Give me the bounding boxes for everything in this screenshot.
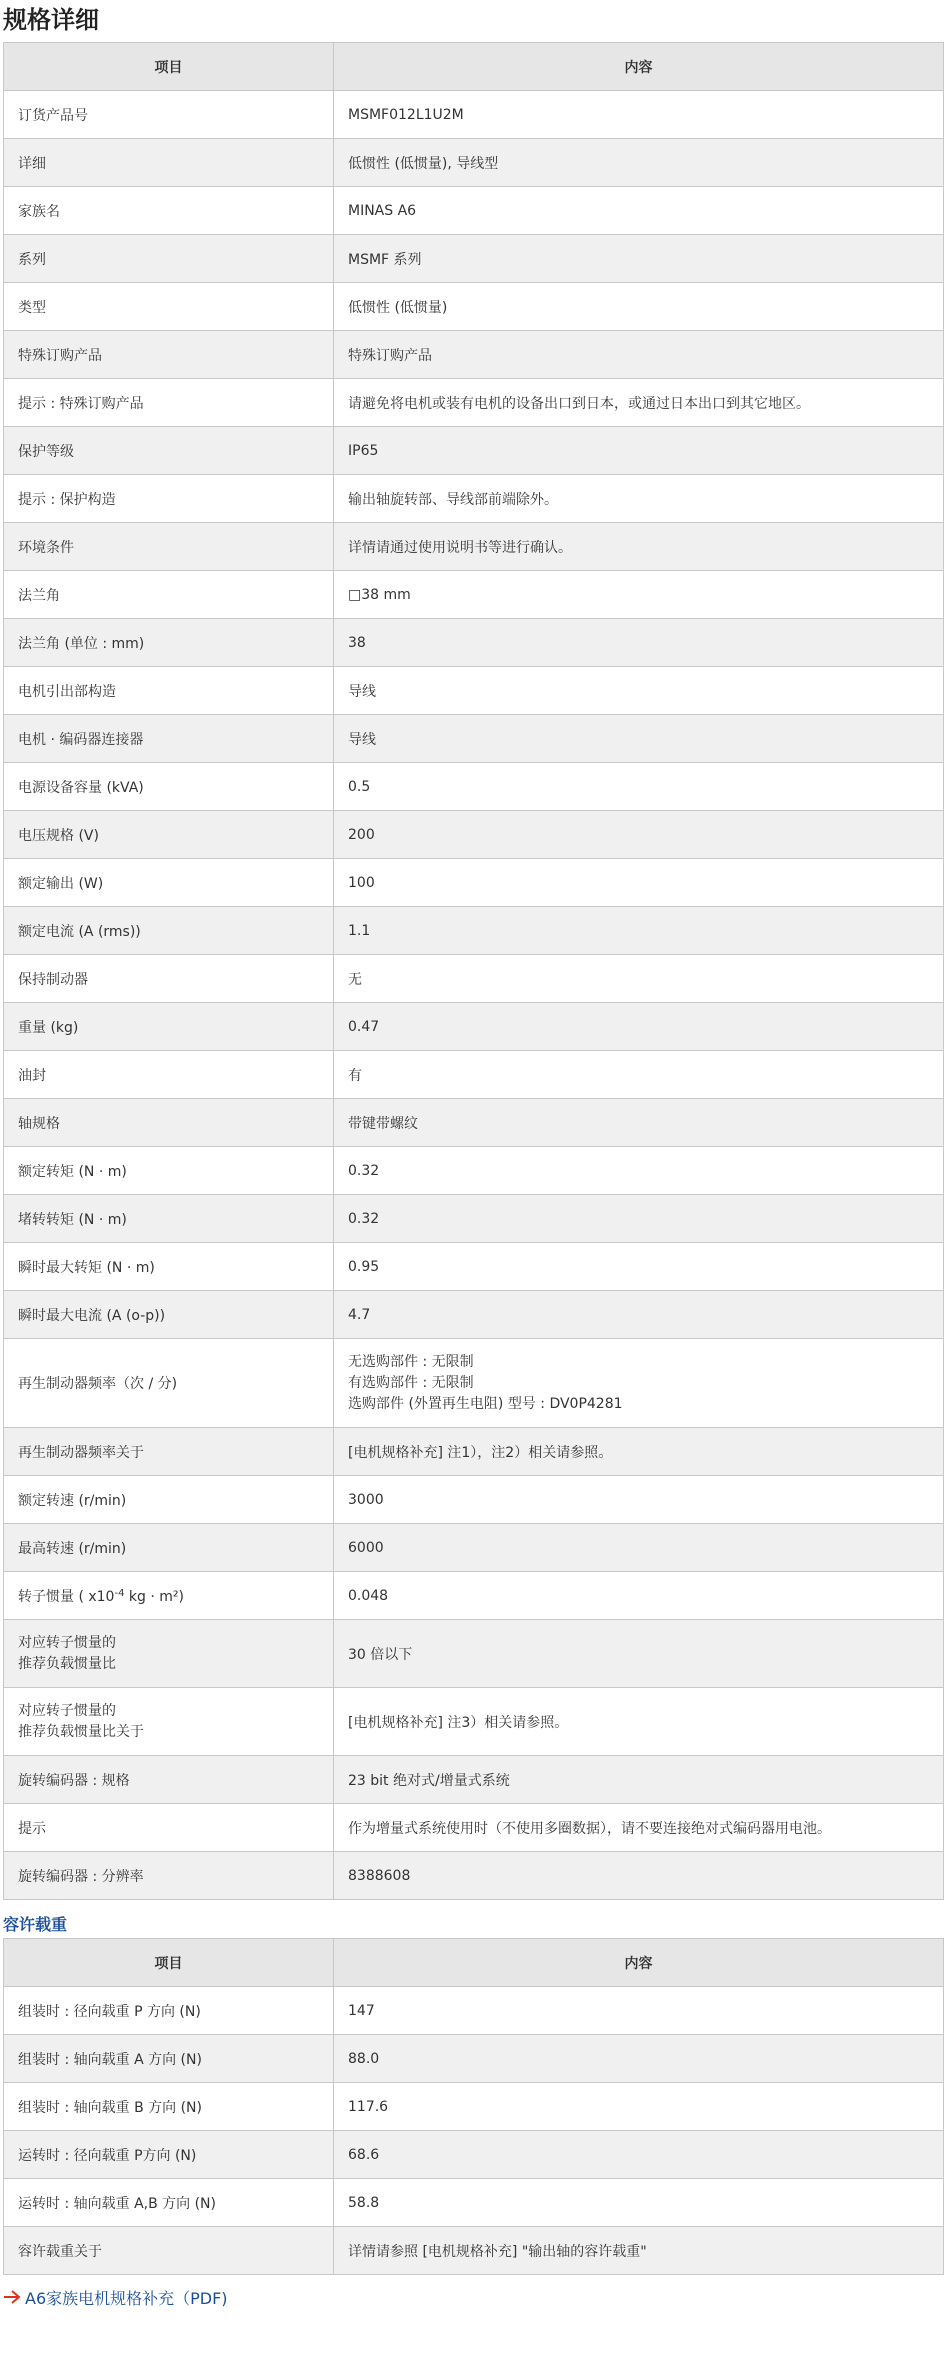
row-label: 容许载重关于 [4,2227,334,2275]
row-value: 无 [334,955,944,1003]
table-row [4,1804,944,1852]
row-label [4,1620,334,1688]
spec-table [3,42,944,1900]
row-label: 油封 [4,1051,334,1099]
row-value: 68.6 [334,2131,944,2179]
spec-table-header-row [4,43,944,91]
table-row [4,523,944,571]
row-value: 0.048 [334,1572,944,1620]
table-row [4,1051,944,1099]
row-value: 有 [334,1051,944,1099]
row-label-unit: kg · m²) [124,1588,184,1605]
row-label: 额定输出 (W) [4,859,334,907]
row-label: 提示 [4,1804,334,1852]
table-row [4,667,944,715]
table-row [4,331,944,379]
row-label-line: 对应转子惯量的 [18,1702,116,1719]
row-label: 堵转转矩 (N · m) [4,1195,334,1243]
table-row [4,1428,944,1476]
table-row [4,859,944,907]
table-row [4,2227,944,2275]
row-value: 4.7 [334,1291,944,1339]
table-row [4,91,944,139]
row-label: 额定电流 (A (rms)) [4,907,334,955]
row-value: 0.47 [334,1003,944,1051]
table-row [4,1524,944,1572]
table-row [4,571,944,619]
table-row [4,1987,944,2035]
row-value: 0.32 [334,1147,944,1195]
page-title: 规格详细 [3,6,99,34]
table-row [4,1339,944,1428]
row-label: 再生制动器频率（次 / 分) [4,1339,334,1428]
row-value: 58.8 [334,2179,944,2227]
table-row [4,715,944,763]
row-label: 特殊订购产品 [4,331,334,379]
row-label: 电源设备容量 (kVA) [4,763,334,811]
row-label: 法兰角 (单位 : mm) [4,619,334,667]
table-row [4,1620,944,1688]
column-header-content: 内容 [334,43,944,91]
row-value: 0.32 [334,1195,944,1243]
table-row [4,763,944,811]
row-label: 轴规格 [4,1099,334,1147]
table-row [4,2179,944,2227]
load-table-body [4,1987,944,2275]
row-value-line: 有选购部件 : 无限制 [348,1374,474,1391]
row-label: 保持制动器 [4,955,334,1003]
row-value: 1.1 [334,907,944,955]
table-row [4,187,944,235]
row-value: 88.0 [334,2035,944,2083]
row-value: IP65 [334,427,944,475]
row-value: □38 mm [334,571,944,619]
pdf-link-label: A6家族电机规格补充（PDF) [25,2288,228,2308]
row-label: 额定转矩 (N · m) [4,1147,334,1195]
row-value: 作为增量式系统使用时（不使用多圈数据），请不要连接绝对式编码器用电池。 [334,1804,944,1852]
row-label: 重量 (kg) [4,1003,334,1051]
row-label: 电机引出部构造 [4,667,334,715]
row-value: 8388608 [334,1852,944,1900]
table-row [4,1852,944,1900]
table-row [4,1243,944,1291]
row-label: 组装时 : 轴向载重 A 方向 (N) [4,2035,334,2083]
table-row [4,1476,944,1524]
row-value: 导线 [334,667,944,715]
row-value: 3000 [334,1476,944,1524]
row-label: 电机 · 编码器连接器 [4,715,334,763]
table-row [4,283,944,331]
row-value: [电机规格补充] 注3）相关请参照。 [334,1688,944,1756]
row-label [4,1688,334,1756]
table-row [4,427,944,475]
table-row [4,1099,944,1147]
row-label-line: 推荐负载惯量比 [18,1655,116,1672]
row-label [4,1572,334,1620]
column-header-item: 项目 [4,43,334,91]
row-value: 输出轴旋转部、导线部前端除外。 [334,475,944,523]
row-label: 类型 [4,283,334,331]
row-value [334,1339,944,1428]
row-value: 详情请参照 [电机规格补充] "输出轴的容许载重" [334,2227,944,2275]
row-value: [电机规格补充] 注1），注2）相关请参照。 [334,1428,944,1476]
row-label: 提示 : 保护构造 [4,475,334,523]
table-row [4,907,944,955]
table-row [4,379,944,427]
row-label: 瞬时最大转矩 (N · m) [4,1243,334,1291]
row-label: 家族名 [4,187,334,235]
table-row [4,475,944,523]
table-row [4,1688,944,1756]
arrow-right-icon [3,2290,21,2304]
row-value: 30 倍以下 [334,1620,944,1688]
row-label: 旋转编码器 : 分辨率 [4,1852,334,1900]
row-label: 再生制动器频率关于 [4,1428,334,1476]
table-row [4,2083,944,2131]
row-label: 运转时 : 径向载重 P方向 (N) [4,2131,334,2179]
allowable-load-title-link[interactable]: 容许载重 [3,1915,68,1934]
row-value: 请避免将电机或装有电机的设备出口到日本，或通过日本出口到其它地区。 [334,379,944,427]
row-label-line: 推荐负载惯量比关于 [18,1723,144,1740]
row-value: MINAS A6 [334,187,944,235]
table-row [4,1756,944,1804]
row-value: 详情请通过使用说明书等进行确认。 [334,523,944,571]
spec-table-body [4,91,944,1900]
table-row [4,811,944,859]
row-label: 最高转速 (r/min) [4,1524,334,1572]
row-label-exponent: -4 [114,1587,125,1599]
row-value: 38 [334,619,944,667]
row-label: 电压规格 (V) [4,811,334,859]
row-label: 运转时 : 轴向载重 A,B 方向 (N) [4,2179,334,2227]
row-label-text: 转子惯量 ( x10 [18,1588,115,1605]
row-value: 6000 [334,1524,944,1572]
row-label: 保护等级 [4,427,334,475]
row-label: 法兰角 [4,571,334,619]
pdf-spec-link[interactable] [3,2285,946,2309]
row-value: 200 [334,811,944,859]
table-row [4,955,944,1003]
row-value: 导线 [334,715,944,763]
row-value: 117.6 [334,2083,944,2131]
row-value-line: 选购部件 (外置再生电阻) 型号 : DV0P4281 [348,1395,623,1412]
row-value: 特殊订购产品 [334,331,944,379]
table-row [4,139,944,187]
row-label: 详细 [4,139,334,187]
table-row [4,1195,944,1243]
row-label: 提示 : 特殊订购产品 [4,379,334,427]
row-value: 低惯性 (低惯量), 导线型 [334,139,944,187]
column-header-content: 内容 [334,1939,944,1987]
row-label: 订货产品号 [4,91,334,139]
row-label: 系列 [4,235,334,283]
table-row [4,1003,944,1051]
row-value: 100 [334,859,944,907]
table-row [4,1291,944,1339]
row-value: 带键带螺纹 [334,1099,944,1147]
table-row [4,1572,944,1620]
table-row [4,2131,944,2179]
table-row [4,619,944,667]
row-value: 低惯性 (低惯量) [334,283,944,331]
load-table-header-row [4,1939,944,1987]
row-label-line: 对应转子惯量的 [18,1634,116,1651]
row-label: 组装时 : 轴向载重 B 方向 (N) [4,2083,334,2131]
table-row [4,2035,944,2083]
table-row [4,1147,944,1195]
row-value: 0.5 [334,763,944,811]
column-header-item: 项目 [4,1939,334,1987]
table-row [4,235,944,283]
row-label: 旋转编码器 : 规格 [4,1756,334,1804]
row-value: 23 bit 绝对式/增量式系统 [334,1756,944,1804]
load-table [3,1938,944,2275]
row-label: 额定转速 (r/min) [4,1476,334,1524]
row-label: 组装时 : 径向载重 P 方向 (N) [4,1987,334,2035]
row-value-line: 无选购部件 : 无限制 [348,1353,474,1370]
row-value: 147 [334,1987,944,2035]
row-label: 瞬时最大电流 (A (o-p)) [4,1291,334,1339]
row-value: 0.95 [334,1243,944,1291]
row-value: MSMF 系列 [334,235,944,283]
row-value: MSMF012L1U2M [334,91,944,139]
row-label: 环境条件 [4,523,334,571]
